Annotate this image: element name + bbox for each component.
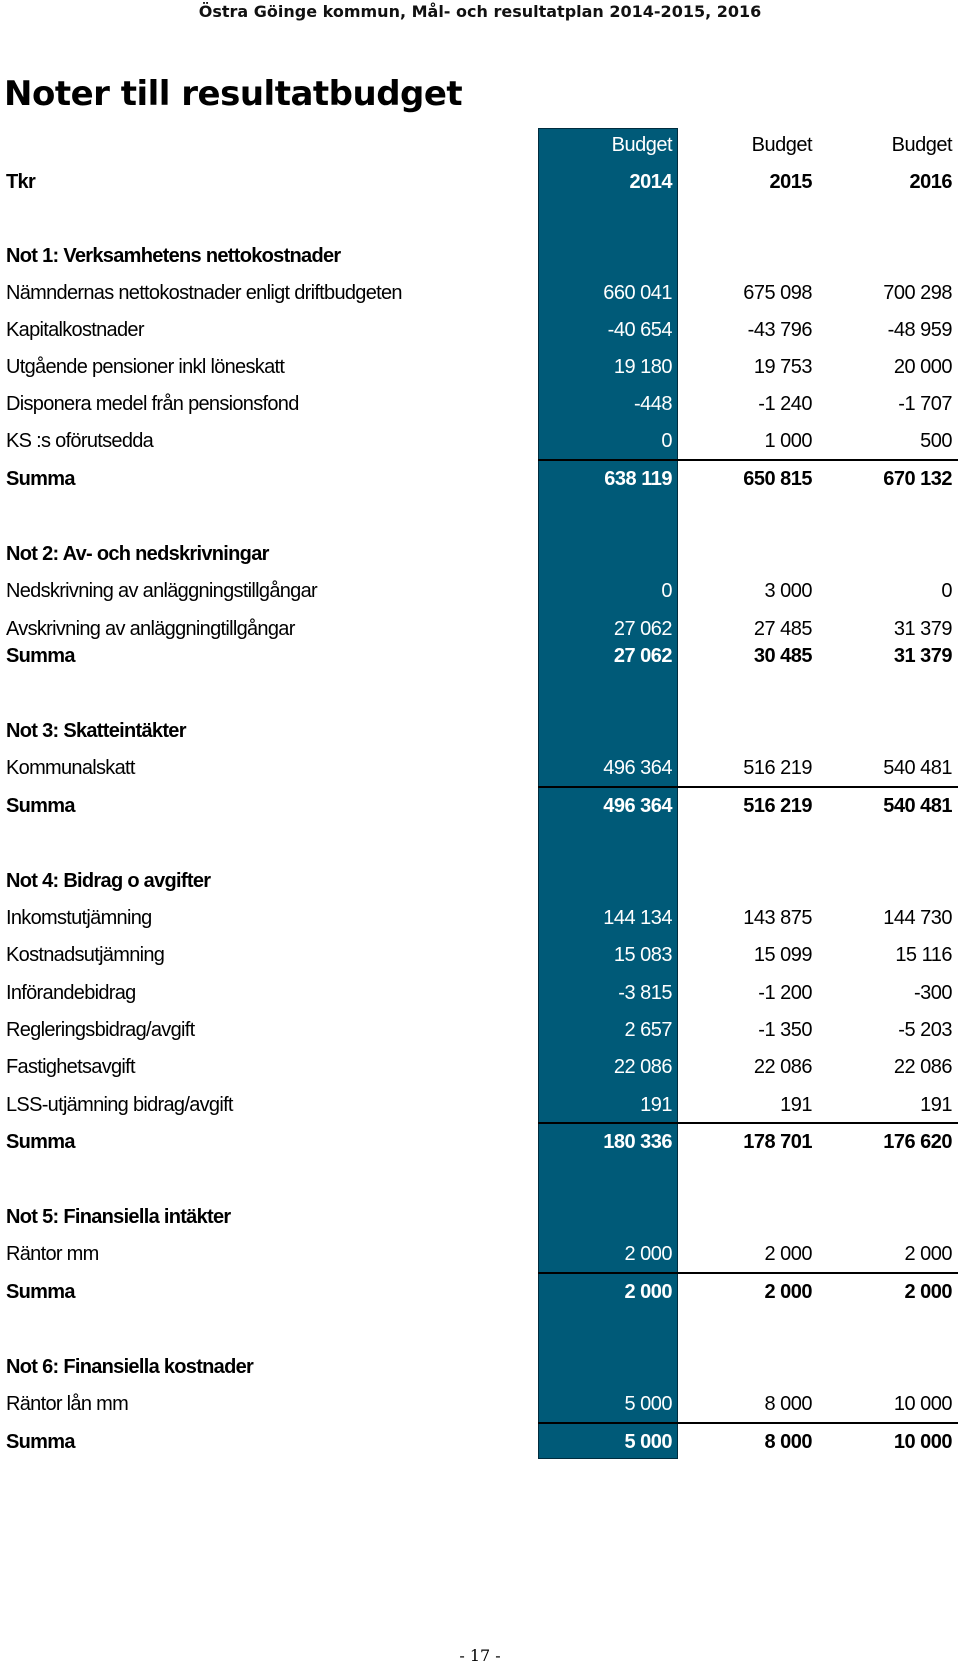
value-2016: -300 bbox=[913, 982, 952, 1004]
value-2016: -48 959 bbox=[887, 319, 952, 341]
table-row bbox=[0, 275, 960, 312]
note-title: Not 5: Finansiella intäkter bbox=[6, 1206, 231, 1228]
document-header: Östra Göinge kommun, Mål- och resultatplan 2014-2015, 2016 bbox=[198, 2, 762, 21]
value-2014: 496 364 bbox=[603, 757, 672, 779]
value-2016: 700 298 bbox=[883, 282, 952, 304]
table-row bbox=[0, 900, 960, 937]
value-2015: 1 000 bbox=[764, 430, 812, 452]
value-2016: 144 730 bbox=[883, 907, 952, 929]
value-2016: 191 bbox=[920, 1094, 952, 1116]
value-2016: -1 707 bbox=[898, 393, 952, 415]
table-row bbox=[0, 975, 960, 1012]
table-row bbox=[0, 1012, 960, 1049]
value-2014: 27 062 bbox=[613, 618, 672, 640]
year-2015: 2015 bbox=[769, 171, 812, 193]
value-2014: 19 180 bbox=[613, 356, 672, 378]
value-2014: -3 815 bbox=[618, 982, 672, 1004]
value-2015: -1 240 bbox=[758, 393, 812, 415]
value-2015: -1 200 bbox=[758, 982, 812, 1004]
budget-label-2014: Budget bbox=[611, 134, 672, 156]
value-2016: 20 000 bbox=[893, 356, 952, 378]
table-row bbox=[0, 423, 960, 460]
sum-2014: 496 364 bbox=[603, 795, 672, 817]
unit-label: Tkr bbox=[6, 171, 36, 193]
sum-row bbox=[0, 1424, 960, 1461]
row-label: KS :s oförutsedda bbox=[6, 430, 154, 452]
value-2016: 2 000 bbox=[904, 1243, 952, 1265]
value-2015: 22 086 bbox=[753, 1056, 812, 1078]
value-2016: -5 203 bbox=[898, 1019, 952, 1041]
year-2014: 2014 bbox=[629, 171, 672, 193]
note-title: Not 6: Finansiella kostnader bbox=[6, 1356, 254, 1378]
table-row bbox=[0, 386, 960, 423]
sum-label: Summa bbox=[6, 645, 75, 667]
sum-2016: 31 379 bbox=[893, 645, 952, 667]
value-2015: -1 350 bbox=[758, 1019, 812, 1041]
sum-2016: 176 620 bbox=[883, 1131, 952, 1153]
value-2016: 15 116 bbox=[895, 944, 952, 966]
table-row bbox=[0, 1236, 960, 1273]
row-label: Utgående pensioner inkl löneskatt bbox=[6, 356, 285, 378]
sum-2015: 8 000 bbox=[764, 1431, 812, 1453]
sum-2015: 30 485 bbox=[753, 645, 812, 667]
sum-row bbox=[0, 788, 960, 825]
value-2016: 10 000 bbox=[893, 1393, 952, 1415]
row-label: Kapitalkostnader bbox=[6, 319, 144, 341]
table-row bbox=[0, 750, 960, 787]
budget-label-row bbox=[0, 127, 960, 164]
sum-2016: 10 000 bbox=[893, 1431, 952, 1453]
note-title-row bbox=[0, 1199, 960, 1236]
value-2016: 0 bbox=[941, 580, 952, 602]
value-2014: 15 083 bbox=[613, 944, 672, 966]
table-row bbox=[0, 1087, 960, 1124]
sum-2014: 638 119 bbox=[604, 468, 672, 490]
note-title: Not 2: Av- och nedskrivningar bbox=[6, 543, 269, 565]
value-2014: 0 bbox=[661, 580, 672, 602]
row-label: Nedskrivning av anläggningstillgångar bbox=[6, 580, 317, 602]
sum-2016: 540 481 bbox=[883, 795, 952, 817]
budget-label-2016: Budget bbox=[891, 134, 952, 156]
note-title: Not 3: Skatteintäkter bbox=[6, 720, 186, 742]
note-title-row bbox=[0, 536, 960, 573]
page-number: - 17 - bbox=[459, 1646, 501, 1665]
row-label: LSS-utjämning bidrag/avgift bbox=[6, 1094, 233, 1116]
row-label: Regleringsbidrag/avgift bbox=[6, 1019, 195, 1041]
value-2015: 143 875 bbox=[743, 907, 812, 929]
value-2015: 15 099 bbox=[753, 944, 812, 966]
value-2015: 19 753 bbox=[753, 356, 812, 378]
value-2014: 660 041 bbox=[603, 282, 672, 304]
sum-label: Summa bbox=[6, 1131, 75, 1153]
value-2015: 3 000 bbox=[764, 580, 812, 602]
value-2015: 675 098 bbox=[743, 282, 812, 304]
sum-label: Summa bbox=[6, 468, 75, 490]
row-label: Fastighetsavgift bbox=[6, 1056, 135, 1078]
value-2015: -43 796 bbox=[747, 319, 812, 341]
note-title-row bbox=[0, 713, 960, 750]
value-2014: 2 000 bbox=[624, 1243, 672, 1265]
value-2014: 5 000 bbox=[624, 1393, 672, 1415]
table-row bbox=[0, 1386, 960, 1423]
sum-2014: 5 000 bbox=[624, 1431, 672, 1453]
note-title-row bbox=[0, 1349, 960, 1386]
sum-2015: 516 219 bbox=[743, 795, 812, 817]
value-2015: 516 219 bbox=[743, 757, 812, 779]
sum-label: Summa bbox=[6, 1431, 75, 1453]
sum-row bbox=[0, 1274, 960, 1311]
table-row bbox=[0, 1049, 960, 1086]
value-2014: 2 657 bbox=[624, 1019, 672, 1041]
sum-2014: 180 336 bbox=[603, 1131, 672, 1153]
row-label: Nämndernas nettokostnader enligt driftbudgeten bbox=[6, 282, 402, 304]
note-title-row bbox=[0, 238, 960, 275]
row-label: Avskrivning av anläggningtillgångar bbox=[6, 618, 295, 640]
value-2014: -40 654 bbox=[607, 319, 672, 341]
value-2015: 27 485 bbox=[753, 618, 812, 640]
value-2015: 2 000 bbox=[764, 1243, 812, 1265]
value-2016: 31 379 bbox=[893, 618, 952, 640]
table-row bbox=[0, 312, 960, 349]
value-2016: 22 086 bbox=[893, 1056, 952, 1078]
value-2014: -448 bbox=[633, 393, 672, 415]
sum-row bbox=[0, 461, 960, 498]
sum-row bbox=[0, 1124, 960, 1161]
row-label: Inkomstutjämning bbox=[6, 907, 152, 929]
sum-2015: 2 000 bbox=[764, 1281, 812, 1303]
page-title: Noter till resultatbudget bbox=[4, 74, 463, 114]
note-title: Not 1: Verksamhetens nettokostnader bbox=[6, 245, 341, 267]
sum-2015: 178 701 bbox=[743, 1131, 812, 1153]
year-header-row bbox=[0, 164, 960, 201]
value-2014: 22 086 bbox=[613, 1056, 672, 1078]
budget-label-2015: Budget bbox=[751, 134, 812, 156]
value-2014: 0 bbox=[661, 430, 672, 452]
sum-2016: 2 000 bbox=[904, 1281, 952, 1303]
sum-label: Summa bbox=[6, 1281, 75, 1303]
sum-2015: 650 815 bbox=[743, 468, 812, 490]
row-label: Kommunalskatt bbox=[6, 757, 135, 779]
sum-row bbox=[0, 638, 960, 675]
sum-label: Summa bbox=[6, 795, 75, 817]
table-row bbox=[0, 349, 960, 386]
sum-2014: 27 062 bbox=[613, 645, 672, 667]
table-row bbox=[0, 573, 960, 610]
year-2016: 2016 bbox=[909, 171, 952, 193]
value-2014: 144 134 bbox=[603, 907, 672, 929]
row-label: Kostnadsutjämning bbox=[6, 944, 165, 966]
note-title: Not 4: Bidrag o avgifter bbox=[6, 870, 211, 892]
row-label: Räntor lån mm bbox=[6, 1393, 129, 1415]
row-label: Disponera medel från pensionsfond bbox=[6, 393, 299, 415]
value-2015: 191 bbox=[780, 1094, 812, 1116]
table-row bbox=[0, 937, 960, 974]
value-2016: 500 bbox=[920, 430, 952, 452]
sum-2016: 670 132 bbox=[883, 468, 952, 490]
row-label: Räntor mm bbox=[6, 1243, 99, 1265]
value-2015: 8 000 bbox=[764, 1393, 812, 1415]
value-2016: 540 481 bbox=[883, 757, 952, 779]
value-2014: 191 bbox=[640, 1094, 672, 1116]
row-label: Införandebidrag bbox=[6, 982, 136, 1004]
sum-2014: 2 000 bbox=[624, 1281, 672, 1303]
note-title-row bbox=[0, 863, 960, 900]
